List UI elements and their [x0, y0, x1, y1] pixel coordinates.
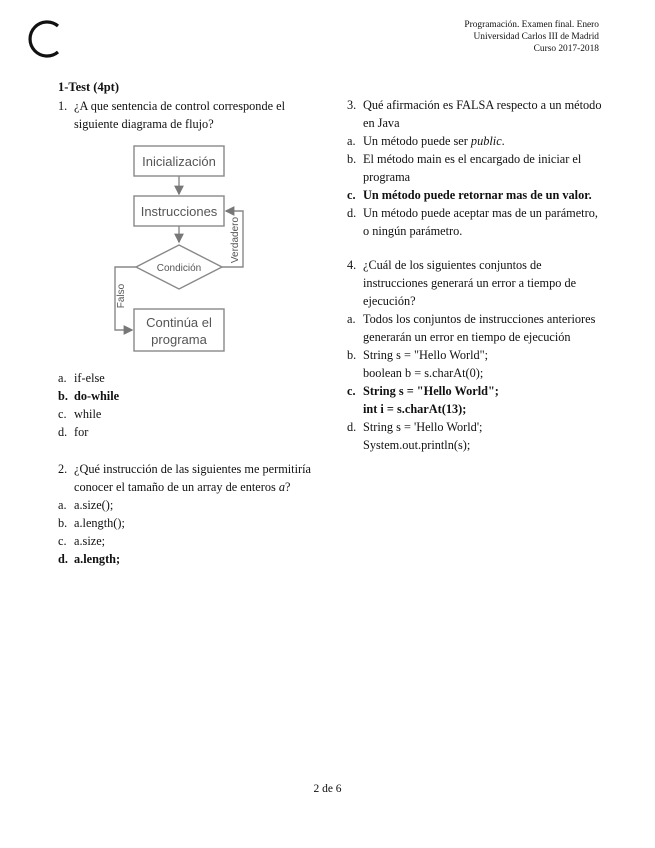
section-title: 1-Test (4pt): [58, 80, 119, 94]
option-b[interactable]: b. El método main es el encargado de iniciar el programa: [347, 152, 582, 184]
option-a[interactable]: a. Un método puede ser public.: [347, 134, 505, 148]
option-c-correct[interactable]: c. Un método puede retornar mas de un valor.: [347, 188, 592, 202]
option-c[interactable]: c. while: [58, 407, 102, 421]
header-year: Curso 2017-2018: [533, 44, 599, 55]
option-d[interactable]: d. String s = 'Hello World'; System.out.println(s);: [347, 420, 483, 452]
flowchart-instr-label: Instrucciones: [140, 204, 218, 219]
question-number: 4.: [347, 258, 357, 272]
question-2-options: [58, 496, 316, 568]
option-d[interactable]: d. for: [58, 425, 89, 439]
flowchart-true-label: Verdadero: [230, 216, 241, 264]
header-university: Universidad Carlos III de Madrid: [473, 32, 599, 43]
flowchart-init-label: Inicialización: [142, 154, 216, 169]
flowchart-diagram: [100, 141, 250, 361]
question-number: 3.: [347, 98, 357, 112]
flowchart-continue-line2: programa: [151, 332, 207, 347]
flowchart-condition-label: Condición: [156, 263, 202, 274]
option-c-correct[interactable]: c. String s = "Hello World"; int i = s.charAt(13);: [347, 384, 499, 416]
question-3-options: [347, 132, 605, 240]
question-text: ¿Qué instrucción de las siguientes me permitiría conocer el tamaño de un array de enteros a?: [74, 462, 311, 494]
question-number: 1.: [58, 99, 68, 113]
option-a[interactable]: a. a.size();: [58, 498, 114, 512]
question-3: [347, 96, 605, 132]
question-number: 2.: [58, 462, 68, 476]
option-b-correct[interactable]: b. do-while: [58, 389, 120, 403]
question-text: ¿Cuál de los siguientes conjuntos de instrucciones generará un error a tiempo de ejecución?: [363, 258, 577, 308]
option-d[interactable]: d. Un método puede aceptar mas de un parámetro, o ningún parámetro.: [347, 206, 598, 238]
page-header: [464, 19, 599, 56]
left-column: [58, 97, 316, 568]
page-number: 2 de 6: [313, 783, 342, 795]
question-4: [347, 256, 605, 310]
question-2: [58, 460, 316, 496]
option-c[interactable]: c. a.size;: [58, 534, 106, 548]
question-text: ¿A que sentencia de control corresponde el siguiente diagrama de flujo?: [74, 99, 286, 131]
option-d-correct[interactable]: d. a.length;: [58, 552, 121, 566]
question-1: [58, 97, 316, 133]
question-1-options: [58, 369, 316, 441]
option-a[interactable]: a. Todos los conjuntos de instrucciones anteriores generarán un error en tiempo de ejecución: [347, 312, 596, 344]
university-logo: [18, 14, 68, 64]
option-a[interactable]: a. if-else: [58, 371, 105, 385]
flowchart-false-label: Falso: [116, 283, 127, 309]
option-b[interactable]: b. String s = "Hello World"; boolean b = s.charAt(0);: [347, 348, 489, 380]
flowchart-continue-line1: Continúa el: [146, 315, 212, 330]
question-text: Qué afirmación es FALSA respecto a un método en Java: [363, 98, 602, 130]
option-b[interactable]: b. a.length();: [58, 516, 125, 530]
question-4-options: [347, 310, 605, 454]
right-column: [347, 96, 605, 454]
header-course: Programación. Examen final. Enero: [464, 20, 599, 30]
